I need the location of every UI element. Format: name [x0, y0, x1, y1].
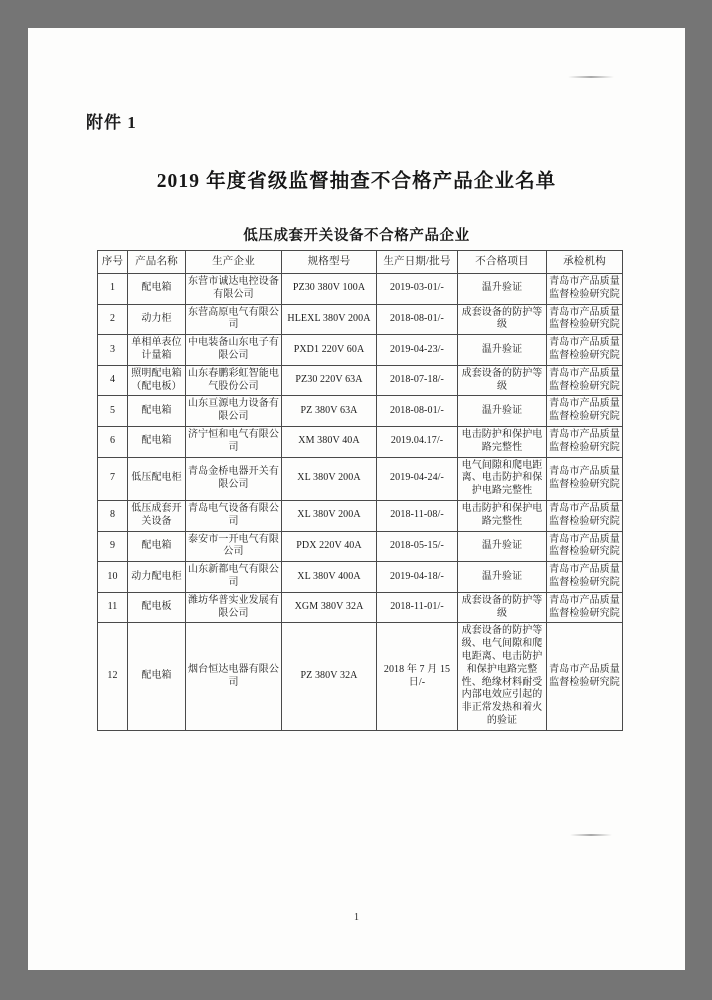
table-row	[98, 274, 623, 305]
cell-inspection-org: 青岛市产品质量监督检验研究院	[547, 592, 623, 623]
noncompliant-products-table	[97, 250, 623, 731]
document-page	[28, 28, 685, 970]
cell-inspection-org: 青岛市产品质量监督检验研究院	[547, 500, 623, 531]
table-row	[98, 335, 623, 366]
cell-product: 配电箱	[128, 274, 186, 305]
cell-manufacturer: 山东亘源电力设备有限公司	[186, 396, 282, 427]
table-row	[98, 396, 623, 427]
cell-index: 7	[98, 457, 128, 500]
cell-failed-item: 电气间隙和爬电距离、电击防护和保护电路完整性	[458, 457, 547, 500]
table-row	[98, 457, 623, 500]
cell-model: PZ 380V 63A	[282, 396, 377, 427]
cell-date: 2018-08-01/-	[377, 304, 458, 335]
cell-date: 2019.04.17/-	[377, 426, 458, 457]
column-header-failed-item: 不合格项目	[458, 251, 547, 274]
cell-manufacturer: 中电装备山东电子有限公司	[186, 335, 282, 366]
cell-failed-item: 温升验证	[458, 562, 547, 593]
cell-model: XM 380V 40A	[282, 426, 377, 457]
cell-inspection-org: 青岛市产品质量监督检验研究院	[547, 274, 623, 305]
cell-product: 动力柜	[128, 304, 186, 335]
cell-model: PZ 380V 32A	[282, 623, 377, 730]
table-row	[98, 592, 623, 623]
cell-index: 1	[98, 274, 128, 305]
cell-date: 2018-08-01/-	[377, 396, 458, 427]
cell-manufacturer: 东营市诚达电控设备有限公司	[186, 274, 282, 305]
table-row	[98, 365, 623, 396]
table-row	[98, 304, 623, 335]
page-subtitle: 低压成套开关设备不合格产品企业	[243, 228, 470, 244]
cell-product: 配电箱	[128, 396, 186, 427]
cell-model: XL 380V 200A	[282, 500, 377, 531]
cell-manufacturer: 山东春鹏彩虹智能电气股份公司	[186, 365, 282, 396]
cell-manufacturer: 青岛电气设备有限公司	[186, 500, 282, 531]
cell-failed-item: 成套设备的防护等级	[458, 365, 547, 396]
cell-model: PDX 220V 40A	[282, 531, 377, 562]
cell-model: XGM 380V 32A	[282, 592, 377, 623]
cell-product: 照明配电箱（配电板）	[128, 365, 186, 396]
column-header-date: 生产日期/批号	[377, 251, 458, 274]
cell-inspection-org: 青岛市产品质量监督检验研究院	[547, 531, 623, 562]
column-header-inspection-org: 承检机构	[547, 251, 623, 274]
cell-date: 2019-03-01/-	[377, 274, 458, 305]
cell-product: 配电箱	[128, 426, 186, 457]
cell-date: 2018-05-15/-	[377, 531, 458, 562]
cell-index: 4	[98, 365, 128, 396]
cell-model: PZ30 380V 100A	[282, 274, 377, 305]
cell-date: 2018 年 7 月 15 日/-	[377, 623, 458, 730]
cell-inspection-org: 青岛市产品质量监督检验研究院	[547, 562, 623, 593]
cell-manufacturer: 济宁恒和电气有限公司	[186, 426, 282, 457]
cell-failed-item: 温升验证	[458, 335, 547, 366]
table-header-row	[98, 251, 623, 274]
attachment-label: 附件 1	[86, 113, 137, 132]
cell-index: 12	[98, 623, 128, 730]
cell-manufacturer: 泰安市一开电气有限公司	[186, 531, 282, 562]
cell-model: XL 380V 400A	[282, 562, 377, 593]
cell-index: 3	[98, 335, 128, 366]
cell-manufacturer: 潍坊华普实业发展有限公司	[186, 592, 282, 623]
cell-failed-item: 电击防护和保护电路完整性	[458, 426, 547, 457]
cell-product: 低压成套开关设备	[128, 500, 186, 531]
table-row	[98, 500, 623, 531]
cell-index: 2	[98, 304, 128, 335]
cell-index: 8	[98, 500, 128, 531]
cell-failed-item: 成套设备的防护等级、电气间隙和爬电距离、电击防护和保护电路完整性、绝缘材料耐受内部电效应引起的非正常发热和着火的验证	[458, 623, 547, 730]
cell-manufacturer: 烟台恒达电器有限公司	[186, 623, 282, 730]
cell-date: 2018-11-01/-	[377, 592, 458, 623]
cell-inspection-org: 青岛市产品质量监督检验研究院	[547, 396, 623, 427]
cell-failed-item: 温升验证	[458, 531, 547, 562]
cell-product: 配电箱	[128, 623, 186, 730]
scan-artifact-top	[568, 76, 614, 78]
cell-failed-item: 成套设备的防护等级	[458, 304, 547, 335]
cell-date: 2018-07-18/-	[377, 365, 458, 396]
page-title: 2019 年度省级监督抽查不合格产品企业名单	[156, 171, 557, 192]
report-table-container	[97, 250, 622, 731]
cell-failed-item: 电击防护和保护电路完整性	[458, 500, 547, 531]
column-header-product: 产品名称	[128, 251, 186, 274]
cell-index: 5	[98, 396, 128, 427]
cell-index: 11	[98, 592, 128, 623]
column-header-model: 规格型号	[282, 251, 377, 274]
cell-date: 2019-04-18/-	[377, 562, 458, 593]
cell-inspection-org: 青岛市产品质量监督检验研究院	[547, 426, 623, 457]
page-number: 1	[354, 912, 359, 923]
table-row	[98, 426, 623, 457]
cell-inspection-org: 青岛市产品质量监督检验研究院	[547, 623, 623, 730]
cell-inspection-org: 青岛市产品质量监督检验研究院	[547, 365, 623, 396]
cell-product: 低压配电柜	[128, 457, 186, 500]
cell-index: 6	[98, 426, 128, 457]
cell-failed-item: 温升验证	[458, 396, 547, 427]
cell-product: 配电箱	[128, 531, 186, 562]
cell-index: 10	[98, 562, 128, 593]
cell-date: 2019-04-23/-	[377, 335, 458, 366]
cell-manufacturer: 东营高原电气有限公司	[186, 304, 282, 335]
cell-manufacturer: 山东新都电气有限公司	[186, 562, 282, 593]
cell-product: 单相单表位计量箱	[128, 335, 186, 366]
cell-inspection-org: 青岛市产品质量监督检验研究院	[547, 335, 623, 366]
cell-index: 9	[98, 531, 128, 562]
column-header-index: 序号	[98, 251, 128, 274]
cell-inspection-org: 青岛市产品质量监督检验研究院	[547, 457, 623, 500]
table-row	[98, 531, 623, 562]
column-header-manufacturer: 生产企业	[186, 251, 282, 274]
table-row	[98, 562, 623, 593]
scan-artifact-bottom	[570, 834, 612, 836]
cell-model: PXD1 220V 60A	[282, 335, 377, 366]
cell-product: 配电板	[128, 592, 186, 623]
cell-manufacturer: 青岛金桥电器开关有限公司	[186, 457, 282, 500]
cell-model: XL 380V 200A	[282, 457, 377, 500]
cell-model: HLEXL 380V 200A	[282, 304, 377, 335]
table-row	[98, 623, 623, 730]
cell-inspection-org: 青岛市产品质量监督检验研究院	[547, 304, 623, 335]
cell-product: 动力配电柜	[128, 562, 186, 593]
cell-failed-item: 温升验证	[458, 274, 547, 305]
cell-date: 2018-11-08/-	[377, 500, 458, 531]
cell-date: 2019-04-24/-	[377, 457, 458, 500]
cell-failed-item: 成套设备的防护等级	[458, 592, 547, 623]
cell-model: PZ30 220V 63A	[282, 365, 377, 396]
